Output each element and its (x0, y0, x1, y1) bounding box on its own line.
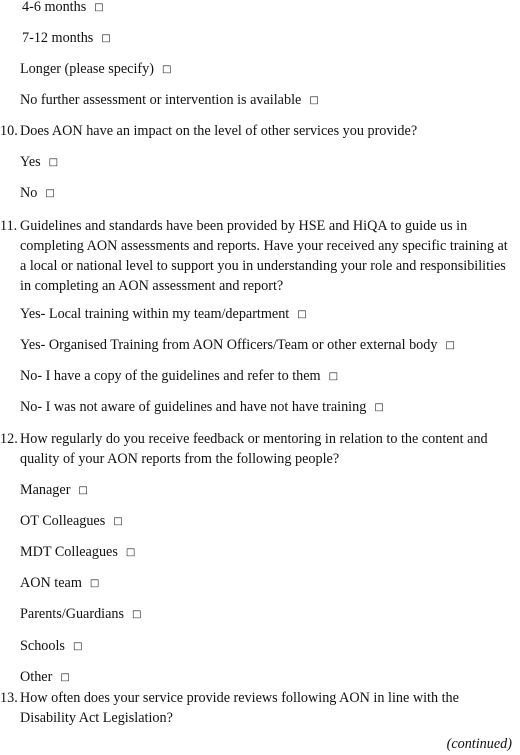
question-text: Does AON have an impact on the level of other services you provide? (20, 123, 418, 139)
option-no-not-aware[interactable] (20, 397, 384, 418)
option-aon-team[interactable] (20, 573, 99, 594)
checkbox-icon[interactable]: □ (78, 485, 88, 496)
option-longer[interactable] (20, 59, 171, 80)
checkbox-icon[interactable]: □ (161, 64, 172, 75)
checkbox-icon[interactable]: □ (113, 516, 123, 527)
checkbox-icon[interactable]: □ (101, 33, 111, 44)
checkbox-icon[interactable]: □ (48, 157, 59, 168)
checkbox-icon[interactable]: □ (94, 2, 104, 13)
question-11 (0, 216, 516, 296)
option-4-6-months[interactable] (22, 0, 104, 18)
question-13 (0, 688, 516, 728)
option-label: OT Colleagues (20, 513, 106, 529)
option-yes-local-training[interactable] (20, 304, 307, 325)
option-label: No- I have a copy of the guidelines and refer to them (20, 368, 321, 384)
checkbox-icon[interactable]: □ (309, 95, 319, 106)
checkbox-icon[interactable]: □ (89, 578, 100, 589)
question-text: How regularly do you receive feedback or mentoring in relation to the content and quality of your AON reports from the following people? (20, 431, 488, 467)
option-label: Yes- Organised Training from AON Officers/Team or other external body (20, 337, 438, 353)
checkbox-icon[interactable]: □ (297, 309, 307, 320)
question-number: 13. (0, 690, 18, 706)
continued-label: (continued) (446, 736, 512, 752)
question-10 (0, 121, 516, 141)
checkbox-icon[interactable]: □ (60, 672, 70, 683)
option-label: 4-6 months (22, 0, 87, 15)
option-no[interactable] (20, 183, 55, 204)
question-text: Guidelines and standards have been provided by HSE and HiQA to guide us in completing AON assessments and reports. Have your received any specific training at a local or national level to support you in understanding your role and responsibilities in completing an AON assessment and report? (20, 218, 508, 294)
option-manager[interactable] (20, 480, 88, 501)
checkbox-icon[interactable]: □ (72, 641, 83, 652)
option-label: MDT Colleagues (20, 544, 118, 560)
option-schools[interactable] (20, 636, 82, 657)
option-ot-colleagues[interactable] (20, 511, 123, 532)
option-label: Parents/Guardians (20, 606, 125, 622)
option-label: No further assessment or intervention is available (20, 92, 302, 108)
option-yes-organised-training[interactable] (20, 335, 455, 356)
checkbox-icon[interactable]: □ (374, 402, 384, 413)
option-label: 7-12 months (22, 30, 94, 46)
option-parents-guardians[interactable] (20, 604, 141, 625)
option-mdt-colleagues[interactable] (20, 542, 135, 563)
option-yes[interactable] (20, 152, 58, 173)
question-number: 10. (0, 123, 18, 139)
option-label: Schools (20, 638, 65, 654)
option-label: AON team (20, 575, 82, 591)
question-number: 12. (0, 431, 18, 447)
option-label: No- I was not aware of guidelines and have not have training (20, 399, 367, 415)
question-number: 11. (0, 218, 18, 234)
option-7-12-months[interactable] (22, 28, 111, 49)
checkbox-icon[interactable]: □ (125, 547, 136, 558)
option-label: Yes- Local training within my team/department (20, 306, 290, 322)
checkbox-icon[interactable]: □ (45, 188, 55, 199)
option-label: Other (20, 669, 53, 685)
option-label: Yes (20, 154, 41, 170)
question-text: How often does your service provide reviews following AON in line with the Disability Act Legislation? (20, 690, 459, 726)
checkbox-icon[interactable]: □ (328, 371, 339, 382)
question-12 (0, 429, 516, 469)
checkbox-icon[interactable]: □ (132, 609, 142, 620)
option-other[interactable] (20, 667, 70, 688)
option-no-further-assessment[interactable] (20, 90, 319, 111)
option-label: Manager (20, 482, 71, 498)
option-no-have-guidelines[interactable] (20, 366, 338, 387)
checkbox-icon[interactable]: □ (445, 340, 455, 351)
option-label: Longer (please specify) (20, 61, 154, 77)
option-label: No (20, 185, 38, 201)
